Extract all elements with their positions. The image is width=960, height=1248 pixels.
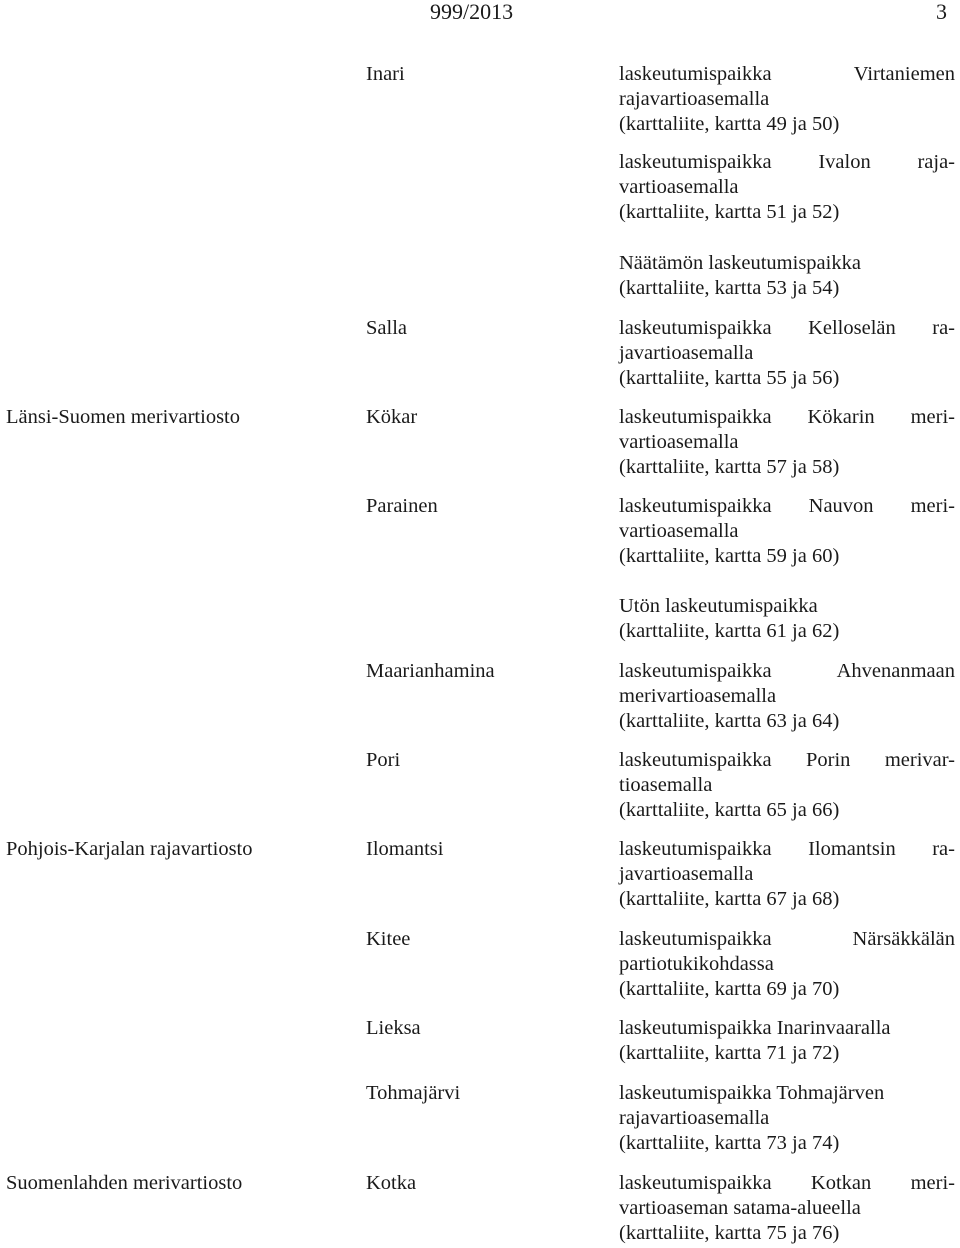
landing-site-cell [619, 251, 955, 301]
landing-site-line: tioasemalla [619, 774, 713, 796]
landing-site-line: laskeutumispaikka Virtaniemen [619, 63, 955, 85]
municipality-cell: Ilomantsi [366, 838, 444, 860]
landing-site-line: laskeutumispaikka Kelloselän ra- [619, 317, 955, 339]
municipality-cell: Kotka [366, 1172, 417, 1194]
municipality-cell: Inari [366, 63, 405, 85]
landing-site-cell [619, 659, 955, 734]
municipality-cell: Salla [366, 317, 407, 339]
landing-site-cell [619, 1171, 955, 1246]
municipality-cell: Pori [366, 749, 401, 771]
landing-site-line: (karttaliite, kartta 75 ja 76) [619, 1222, 840, 1244]
landing-site-line: laskeutumispaikka Ivalon raja- [619, 151, 955, 173]
landing-site-line: merivartioasemalla [619, 685, 777, 707]
landing-site-cell [619, 1081, 955, 1156]
landing-site-line: laskeutumispaikka Tohmajärven [619, 1082, 885, 1104]
landing-site-line: (karttaliite, kartta 67 ja 68) [619, 888, 840, 910]
landing-site-line: (karttaliite, kartta 57 ja 58) [619, 456, 840, 478]
landing-site-cell [619, 316, 955, 391]
landing-site-line: Utön laskeutumispaikka [619, 595, 818, 617]
landing-site-line: laskeutumispaikka Närsäkkälän [619, 928, 955, 950]
landing-site-line: javartioasemalla [619, 863, 754, 885]
unit-cell: Länsi-Suomen merivartiosto [6, 406, 240, 428]
landing-site-line: (karttaliite, kartta 65 ja 66) [619, 799, 840, 821]
landing-site-cell [619, 150, 955, 225]
municipality-cell: Maarianhamina [366, 660, 495, 682]
landing-site-line: vartioaseman satama-alueella [619, 1197, 861, 1219]
landing-site-line: rajavartioasemalla [619, 88, 770, 110]
landing-site-line: (karttaliite, kartta 55 ja 56) [619, 367, 840, 389]
landing-site-line: vartioasemalla [619, 431, 739, 453]
landing-site-cell [619, 494, 955, 569]
landing-site-line: rajavartioasemalla [619, 1107, 770, 1129]
landing-site-line: vartioasemalla [619, 520, 739, 542]
landing-site-cell [619, 748, 955, 823]
landing-site-line: partiotukikohdassa [619, 953, 774, 975]
landing-site-line: (karttaliite, kartta 61 ja 62) [619, 620, 840, 642]
landing-site-cell [619, 62, 955, 137]
landing-site-cell [619, 594, 955, 644]
landing-site-cell [619, 405, 955, 480]
landing-site-line: (karttaliite, kartta 53 ja 54) [619, 277, 840, 299]
landing-site-line: javartioasemalla [619, 342, 754, 364]
document-number: 999/2013 [430, 0, 514, 24]
landing-site-line: laskeutumispaikka Ilomantsin ra- [619, 838, 955, 860]
landing-site-cell [619, 837, 955, 912]
landing-site-line: laskeutumispaikka Kotkan meri- [619, 1172, 955, 1194]
landing-site-line: (karttaliite, kartta 73 ja 74) [619, 1132, 840, 1154]
municipality-cell: Kökar [366, 406, 418, 428]
landing-site-line: (karttaliite, kartta 71 ja 72) [619, 1042, 840, 1064]
landing-site-line: laskeutumispaikka Ahvenanmaan [619, 660, 955, 682]
landing-site-line: (karttaliite, kartta 51 ja 52) [619, 201, 840, 223]
landing-site-cell [619, 927, 955, 1002]
landing-site-line: vartioasemalla [619, 176, 739, 198]
unit-cell: Pohjois-Karjalan rajavartiosto [6, 838, 253, 860]
landing-site-cell [619, 1016, 955, 1066]
unit-cell: Suomenlahden merivartiosto [6, 1172, 243, 1194]
landing-site-line: (karttaliite, kartta 49 ja 50) [619, 113, 840, 135]
landing-site-line: laskeutumispaikka Inarinvaaralla [619, 1017, 891, 1039]
landing-site-line: (karttaliite, kartta 69 ja 70) [619, 978, 840, 1000]
landing-site-line: laskeutumispaikka Kökarin meri- [619, 406, 955, 428]
page-number: 3 [936, 0, 947, 24]
municipality-cell: Kitee [366, 928, 411, 950]
municipality-cell: Tohmajärvi [366, 1082, 461, 1104]
landing-site-line: (karttaliite, kartta 63 ja 64) [619, 710, 840, 732]
landing-site-line: laskeutumispaikka Nauvon meri- [619, 495, 955, 517]
municipality-cell: Lieksa [366, 1017, 421, 1039]
landing-site-line: laskeutumispaikka Porin merivar- [619, 749, 955, 771]
municipality-cell: Parainen [366, 495, 438, 517]
landing-site-line: (karttaliite, kartta 59 ja 60) [619, 545, 840, 567]
landing-site-line: Näätämön laskeutumispaikka [619, 252, 861, 274]
